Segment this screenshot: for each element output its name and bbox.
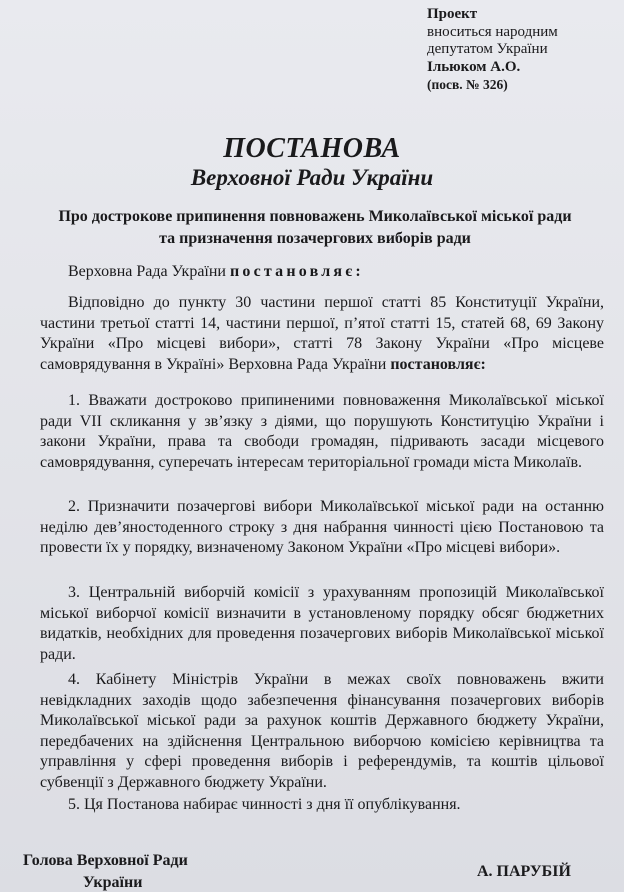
subject-line-1: Про дострокове припинення повноважень Миколаївської міської ради (58, 208, 572, 225)
project-label: Проект (427, 6, 478, 22)
document-subtitle: Верховної Ради України (190, 165, 434, 190)
clause-2: 2. Призначити позачергові вибори Миколаївської міської ради на останню неділю дев’яностоденного строку з дня набрання чинності цією Постановою та провести їх у порядку, визначеному Законом України «Про місцеві вибори». (40, 498, 604, 556)
preamble-paragraph (40, 293, 604, 375)
clause-1: 1. Вважати достроково припиненими повноваження Миколаївської міської ради VII скликання у зв’язку з діями, що порушують Конституцію України і закони України, права та свободи громадян, підривають засади місцевого самоврядування, суперечать інтересам територіальної громади міста Миколаїв. (40, 392, 604, 471)
subject-line-2: та призначення позачергових виборів ради (159, 230, 471, 247)
clause-3: 3. Центральній виборчій комісії з урахуванням пропозицій Миколаївської міської виборчої комісії визначити в установленому порядку обсяг бюджетних видатків, необхідних для проведення позачергових виборів Миколаївської міської ради. (40, 584, 604, 663)
intro-line (68, 263, 364, 281)
author-name: Ільюком А.О. (427, 58, 521, 75)
resolution-subject (40, 206, 590, 250)
intro-resolves: постановляє: (230, 263, 364, 280)
preamble-resolves: постановляє: (390, 355, 486, 373)
project-header (427, 6, 617, 94)
preamble-text: Відповідно до пункту 30 частини першої статті 85 Конституції України, частини третьої статті 14, частини першої, п’ятої статті 15, статей 68, 69 Закону України «Про місцеві вибори», статті 78 Закону України «Про місцеве самоврядування в Україні» Верховна Рада України (40, 294, 604, 373)
position-line-1: Голова Верховної Ради (23, 852, 188, 869)
submitted-by-line: вноситься народним (427, 23, 558, 40)
intro-text: Верховна Рада України (68, 263, 230, 280)
clause-5: 5. Ця Постанова набирає чинності з дня її опублікування. (68, 796, 461, 813)
certificate-number: (посв. № 326) (427, 77, 508, 92)
position-line-2: України (83, 874, 143, 891)
clause-4: 4. Кабінету Міністрів України в межах своїх повноважень вжити невідкладних заходів щодо забезпечення фінансування позачергових виборів Миколаївської міської ради за рахунок коштів Державного бюджету України, передбачених на здійснення Центральною виборчою комісією керівництва та управління у сфері проведення виборів і референдумів, та коштів цільової субвенції з Державного бюджету України. (40, 671, 604, 791)
signatory-position (23, 850, 188, 892)
document-title: ПОСТАНОВА (223, 133, 401, 164)
deputy-line: депутатом України (427, 41, 548, 57)
signatory-name: А. ПАРУБІЙ (477, 863, 571, 880)
